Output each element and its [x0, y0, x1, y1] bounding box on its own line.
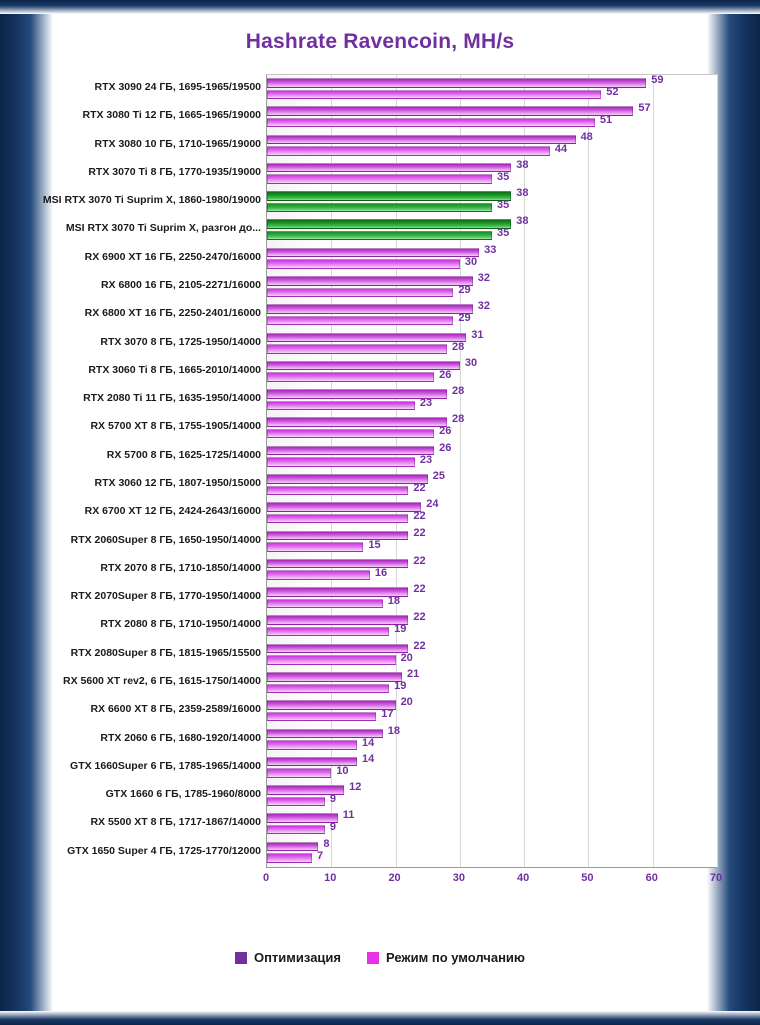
category-label: RTX 2070 8 ГБ, 1710-1850/14000: [100, 561, 261, 574]
value-label-optimization: 38: [516, 215, 529, 228]
bar-optimization: [267, 644, 408, 654]
bar-optimization: [267, 672, 402, 682]
value-label-optimization: 38: [516, 158, 529, 171]
value-label-optimization: 32: [477, 272, 490, 284]
value-label-default: 18: [387, 595, 400, 608]
legend-label-optimization: Оптимизация: [253, 950, 341, 965]
bar-default: [267, 429, 434, 439]
bar-row: [70, 752, 717, 782]
category-label: MSI RTX 3070 Ti Suprim X, разгон до...: [65, 222, 261, 235]
category-label: RTX 2070Super 8 ГБ, 1770-1950/14000: [70, 590, 261, 603]
bar-default: [267, 514, 408, 524]
category-label: GTX 1650 Super 4 ГБ, 1725-1770/12000: [67, 844, 261, 857]
bar-row: [100, 724, 717, 754]
bar-row: [70, 639, 717, 669]
value-label-optimization: 28: [452, 385, 465, 398]
plot-area: [42, 74, 718, 868]
bar-optimization: [267, 106, 633, 116]
value-label-optimization: 59: [651, 74, 664, 86]
bar-row: [90, 696, 717, 725]
bar-row: [88, 356, 717, 386]
bar-row: [100, 611, 717, 640]
value-label-optimization: 22: [413, 526, 426, 539]
bar-default: [267, 372, 434, 382]
bar-default: [267, 203, 492, 213]
bar-optimization: [267, 502, 421, 512]
value-label-optimization: 8: [323, 837, 330, 850]
bar-default: [267, 259, 460, 269]
bar-default: [267, 90, 601, 100]
category-label: RTX 2080 Ti 11 ГБ, 1635-1950/14000: [83, 392, 261, 405]
bar-default: [267, 853, 312, 863]
value-label-optimization: 38: [516, 187, 529, 200]
value-label-default: 26: [439, 425, 452, 438]
value-label-default: 35: [497, 170, 510, 183]
category-label: RTX 3080 Ti 12 ГБ, 1665-1965/19000: [82, 109, 261, 122]
bar-optimization: [267, 813, 338, 823]
value-label-default: 51: [599, 114, 613, 127]
value-label-default: 19: [394, 680, 407, 692]
value-label-default: 26: [439, 368, 452, 381]
category-label: RX 5600 XT rev2, 6 ГБ, 1615-1750/14000: [63, 675, 261, 687]
legend-item-default: [367, 950, 525, 965]
category-label: RTX 3070 Ti 8 ГБ, 1770-1935/19000: [88, 165, 261, 178]
value-label-default: 14: [362, 736, 375, 749]
value-label-default: 22: [413, 510, 426, 523]
value-label-optimization: 12: [349, 781, 362, 794]
value-label-optimization: 24: [426, 498, 439, 511]
category-label: RTX 3060 12 ГБ, 1807-1950/15000: [94, 477, 261, 489]
bar-default: [267, 825, 325, 835]
bar-optimization: [267, 531, 408, 541]
category-label: RX 6700 XT 12 ГБ, 2424-2643/16000: [84, 505, 261, 518]
category-label: RX 6600 XT 8 ГБ, 2359-2589/16000: [90, 703, 261, 716]
category-label: RTX 2080Super 8 ГБ, 1815-1965/15500: [70, 646, 261, 659]
value-label-default: 29: [458, 284, 471, 296]
bar-default: [267, 457, 415, 467]
value-label-optimization: 14: [362, 752, 375, 765]
bar-row: [90, 413, 717, 442]
value-label-optimization: 25: [432, 470, 445, 482]
x-tick-label: 60: [645, 872, 658, 884]
bar-default: [267, 231, 492, 241]
bar-default: [267, 316, 453, 326]
value-label-default: 15: [368, 538, 381, 551]
category-label: GTX 1660 6 ГБ, 1785-1960/8000: [105, 788, 261, 801]
legend-label-default: Режим по умолчанию: [386, 950, 526, 965]
value-label-default: 30: [464, 255, 478, 268]
value-label-optimization: 57: [638, 102, 651, 115]
bar-row: [83, 385, 717, 414]
bar-optimization: [267, 276, 473, 286]
value-label-default: 23: [419, 453, 433, 466]
value-label-optimization: 22: [413, 639, 426, 652]
x-tick-label: 10: [324, 872, 337, 884]
bar-row: [100, 272, 717, 301]
value-label-optimization: 31: [471, 328, 484, 341]
category-label: RTX 2080 8 ГБ, 1710-1950/14000: [100, 618, 261, 631]
value-label-default: 35: [497, 227, 510, 240]
bar-default: [267, 486, 408, 496]
category-label: RTX 3090 24 ГБ, 1695-1965/19500: [94, 81, 261, 93]
bar-row: [94, 470, 717, 499]
bar-row: [100, 328, 717, 358]
value-label-default: 29: [458, 312, 471, 325]
bar-row: [94, 130, 717, 160]
bar-optimization: [267, 700, 396, 710]
bar-default: [267, 712, 376, 722]
bar-optimization: [267, 219, 511, 229]
bar-row: [88, 158, 717, 188]
category-label: RX 6800 XT 16 ГБ, 2250-2401/16000: [84, 307, 261, 320]
bar-row: [63, 668, 717, 697]
value-label-default: 23: [419, 397, 433, 410]
value-label-optimization: 18: [387, 724, 400, 737]
bar-default: [267, 401, 415, 411]
x-tick-label: 50: [581, 872, 594, 884]
bar-row: [67, 837, 717, 867]
bar-default: [267, 627, 389, 637]
category-label: RX 6800 16 ГБ, 2105-2271/16000: [100, 279, 261, 291]
legend-item-optimization: [235, 950, 341, 965]
bar-default: [267, 570, 370, 580]
value-label-optimization: 22: [413, 611, 426, 624]
bar-optimization: [267, 361, 460, 371]
bar-default: [267, 684, 389, 694]
category-label: GTX 1660Super 6 ГБ, 1785-1965/14000: [70, 759, 261, 772]
bar-default: [267, 740, 357, 750]
value-label-default: 9: [329, 793, 336, 806]
category-label: RX 5500 XT 8 ГБ, 1717-1867/14000: [90, 816, 261, 829]
value-label-optimization: 30: [464, 356, 478, 369]
bar-optimization: [267, 248, 479, 258]
value-label-default: 17: [381, 708, 394, 721]
value-label-default: 10: [336, 764, 349, 777]
value-label-optimization: 32: [477, 300, 490, 313]
value-label-optimization: 21: [407, 668, 420, 680]
bar-optimization: [267, 559, 408, 569]
value-label-optimization: 33: [484, 243, 497, 256]
bar-optimization: [267, 417, 447, 427]
category-label: RTX 3060 Ti 8 ГБ, 1665-2010/14000: [88, 363, 261, 376]
value-label-optimization: 22: [413, 554, 426, 567]
bar-default: [267, 344, 447, 354]
x-tick-label: 40: [517, 872, 530, 884]
legend-swatch-default: [367, 952, 379, 964]
bar-default: [267, 599, 383, 609]
bar-default: [267, 797, 325, 807]
category-label: MSI RTX 3070 Ti Suprim X, 1860-1980/19000: [42, 194, 261, 207]
category-label: RTX 3080 10 ГБ, 1710-1965/19000: [94, 137, 261, 150]
bar-optimization: [267, 135, 576, 145]
legend-swatch-optimization: [235, 952, 247, 964]
bar-default: [267, 288, 453, 298]
bar-optimization: [267, 842, 318, 852]
value-label-optimization: 11: [342, 809, 355, 822]
bar-optimization: [267, 446, 434, 456]
value-label-default: 9: [329, 821, 336, 834]
bar-row: [105, 781, 717, 810]
gridline: [717, 75, 718, 867]
bar-row: [84, 243, 717, 273]
value-label-default: 19: [394, 623, 407, 636]
x-tick-label: 70: [709, 872, 723, 884]
value-label-default: 44: [554, 142, 568, 155]
bar-optimization: [267, 78, 646, 88]
value-label-default: 35: [497, 199, 510, 212]
bar-default: [267, 146, 550, 156]
bar-row: [65, 215, 717, 244]
value-label-optimization: 48: [580, 130, 593, 143]
value-label-default: 16: [374, 566, 388, 579]
value-label-optimization: 22: [413, 583, 426, 596]
category-label: RX 5700 8 ГБ, 1625-1725/14000: [106, 448, 261, 461]
value-label-default: 20: [400, 651, 413, 664]
bar-rows: [42, 74, 717, 867]
value-label-default: 52: [606, 86, 619, 98]
bar-default: [267, 118, 595, 128]
bar-row: [94, 74, 717, 103]
bar-row: [70, 526, 717, 556]
bar-row: [90, 809, 717, 838]
x-tick-label: 20: [388, 872, 401, 884]
category-label: RTX 2060Super 8 ГБ, 1650-1950/14000: [70, 533, 261, 546]
value-label-default: 28: [452, 340, 465, 353]
value-label-optimization: 28: [452, 413, 465, 426]
bar-default: [267, 174, 492, 184]
bar-optimization: [267, 163, 511, 173]
bar-row: [106, 441, 717, 471]
bar-optimization: [267, 333, 466, 343]
bar-row: [82, 102, 717, 131]
bar-default: [267, 655, 396, 665]
bar-row: [84, 300, 717, 329]
x-tick-label: 30: [452, 872, 465, 884]
bar-default: [267, 768, 331, 778]
bar-optimization: [267, 615, 408, 625]
bar-optimization: [267, 191, 511, 201]
category-label: RTX 2060 6 ГБ, 1680-1920/14000: [100, 731, 261, 744]
bar-default: [267, 542, 363, 552]
bar-optimization: [267, 304, 473, 314]
category-label: RX 6900 XT 16 ГБ, 2250-2470/16000: [84, 250, 261, 263]
bar-row: [100, 554, 717, 584]
chart-title: Hashrate Ravencoin, MH/s: [245, 30, 515, 53]
bar-optimization: [267, 474, 428, 484]
bar-row: [84, 498, 717, 527]
category-label: RTX 3070 8 ГБ, 1725-1950/14000: [100, 335, 261, 348]
value-label-optimization: 26: [439, 441, 452, 454]
value-label-optimization: 20: [400, 696, 413, 709]
bar-row: [70, 583, 717, 612]
category-label: RX 5700 XT 8 ГБ, 1755-1905/14000: [90, 420, 261, 433]
x-tick-label: 0: [262, 872, 270, 884]
chart-legend: [0, 950, 760, 965]
value-label-default: 22: [413, 482, 426, 494]
bar-row: [42, 187, 717, 216]
value-label-default: 7: [317, 849, 324, 862]
